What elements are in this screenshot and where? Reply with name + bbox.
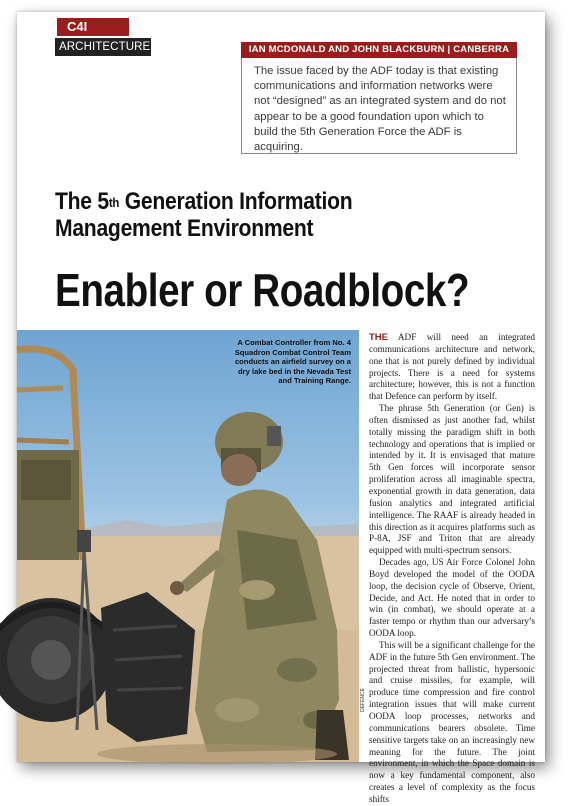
headline-line1-sup: th: [108, 195, 120, 210]
section-label: ARCHITECTURE: [55, 38, 151, 56]
headline-top: [55, 188, 460, 242]
paragraph-text: ADF will need an integrated communications architecture and network, one that is not purely defined by individual projects. There is a need for systems architecture; however, this is not a function that Defence can perform by itself.: [369, 332, 536, 402]
headline-line2: Management Environment: [55, 215, 314, 242]
headline-line1-post: Generation Information: [119, 188, 353, 215]
photo-credit: DEFENCE: [360, 688, 366, 712]
lead-in: THE: [369, 332, 388, 343]
section-tag: C4I: [57, 18, 129, 36]
article-paragraph: This will be a significant challenge for the ADF in the future 5th Gen environment. The projected threat from ballistic, hypersonic and cruise missiles, for example, will produce time compression and fire control integration issues that will make current OODA loop processes, networks and communications bearers obsolete. Time sensitive targets take on an increasingly new meaning for the future. The joint environment, in which the Space domain is now a key fundamental component, also creates a level of complexity as the focus shifts: [369, 639, 535, 804]
article-paragraph: Decades ago, US Air Force Colonel John Boyd developed the model of the OODA loop, the decision cycle of Observe, Orient, Decide, and Act. He noted that in order to win (in combat), we should operate at a faster tempo or rhythm than our adversary’s OODA loop.: [369, 557, 535, 639]
standfirst: The issue faced by the ADF today is that existing communications and information networks were not “designed” as an integrated system and do not appear to be a good foundation upon which to build the 5th Generation Force the ADF is acquiring.: [241, 58, 517, 154]
article-photo: [17, 330, 359, 762]
article-paragraph: The phrase 5th Generation (or Gen) is often dismissed as just another fad, whilst totally missing the paradigm shift in both technology and operations that is implied or intended by it. It is envisaged that mature 5th Gen forces will incorporate sensor proliferation across all imaginable spectra, exponential growth in data generation, data fusion analytics and integrated artificial intelligence. The RAAF is already headed in this direction as it acquires platforms such as P-8A, JSF and Triton that are already equipped with multi-spectrum sensors.: [369, 403, 535, 556]
article-paragraph: [369, 332, 535, 403]
article-body: [369, 332, 535, 806]
photo-caption: A Combat Controller from No. 4 Squadron Combat Control Team conducts an airfield survey on a dry lake bed in the Nevada Test and Training Range.: [234, 338, 351, 386]
headline-main: Enabler or Roadblock?: [55, 264, 470, 316]
byline: IAN MCDONALD AND JOHN BLACKBURN | CANBERRA: [241, 42, 517, 58]
magazine-page: [17, 12, 545, 804]
headline-line1-pre: The 5: [55, 188, 109, 215]
photo-illustration: [17, 330, 359, 762]
